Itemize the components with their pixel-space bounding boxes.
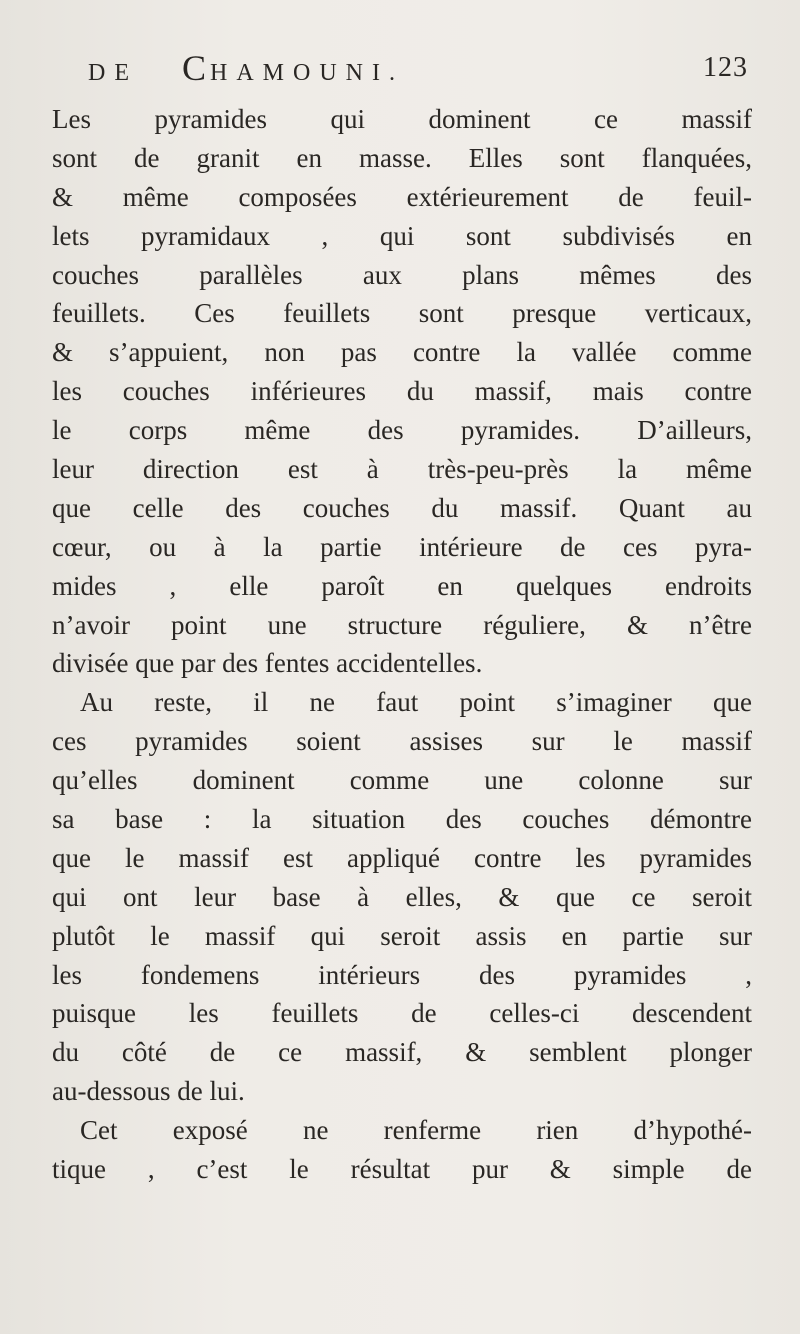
text-line: feuillets. Ces feuillets sont presque verticaux, xyxy=(52,298,752,329)
text-line: qui ont leur base à elles, & que ce seroit xyxy=(52,881,752,912)
text-line: ces pyramides soient assises sur le massif xyxy=(52,726,752,757)
text-line: les fondemens intérieurs des pyramides , xyxy=(52,959,752,990)
text-line: & même composées extérieurement de feuil- xyxy=(52,181,752,212)
text-line: & s’appuient, non pas contre la vallée comme xyxy=(52,337,752,368)
running-title-prefix: DE xyxy=(88,60,138,86)
text-line: le corps même des pyramides. D’ailleurs, xyxy=(52,415,752,446)
text-line: n’avoir point une structure réguliere, & n’être xyxy=(52,609,752,640)
text-line: au-dessous de lui. xyxy=(52,1076,245,1107)
text-line: lets pyramidaux , qui sont subdivisés en xyxy=(52,220,752,251)
text-line: mides , elle paroît en quelques endroits xyxy=(52,570,752,601)
text-line: Au reste, il ne faut point s’imaginer que xyxy=(80,687,752,718)
body-text xyxy=(52,100,752,1189)
text-line: qu’elles dominent comme une colonne sur xyxy=(52,765,752,796)
running-title-rest: HAMOUNI. xyxy=(210,60,405,86)
text-line: divisée que par des fentes accidentelles. xyxy=(52,648,483,679)
text-line: Cet exposé ne renferme rien d’hypothé- xyxy=(80,1115,752,1146)
text-line: cœur, ou à la partie intérieure de ces pyra- xyxy=(52,531,752,562)
text-line: que celle des couches du massif. Quant au xyxy=(52,492,752,523)
text-line: puisque les feuillets de celles-ci descendent xyxy=(52,998,752,1029)
text-line: couches parallèles aux plans mêmes des xyxy=(52,259,752,290)
text-line: plutôt le massif qui seroit assis en partie sur xyxy=(52,920,752,951)
text-line: tique , c’est le résultat pur & simple de xyxy=(52,1154,752,1185)
running-head xyxy=(88,38,748,98)
text-line: les couches inférieures du massif, mais contre xyxy=(52,376,752,407)
text-line: sa base : la situation des couches démontre xyxy=(52,804,752,835)
text-line: que le massif est appliqué contre les pyramides xyxy=(52,842,752,873)
text-line: sont de granit en masse. Elles sont flanquées, xyxy=(52,142,752,173)
page-number: 123 xyxy=(703,52,748,83)
running-title-initial: C xyxy=(182,48,211,88)
text-line: du côté de ce massif, & semblent plonger xyxy=(52,1037,752,1068)
text-line: leur direction est à très-peu-près la même xyxy=(52,454,752,485)
text-line: Les pyramides qui dominent ce massif xyxy=(52,104,752,134)
running-title xyxy=(88,38,404,103)
